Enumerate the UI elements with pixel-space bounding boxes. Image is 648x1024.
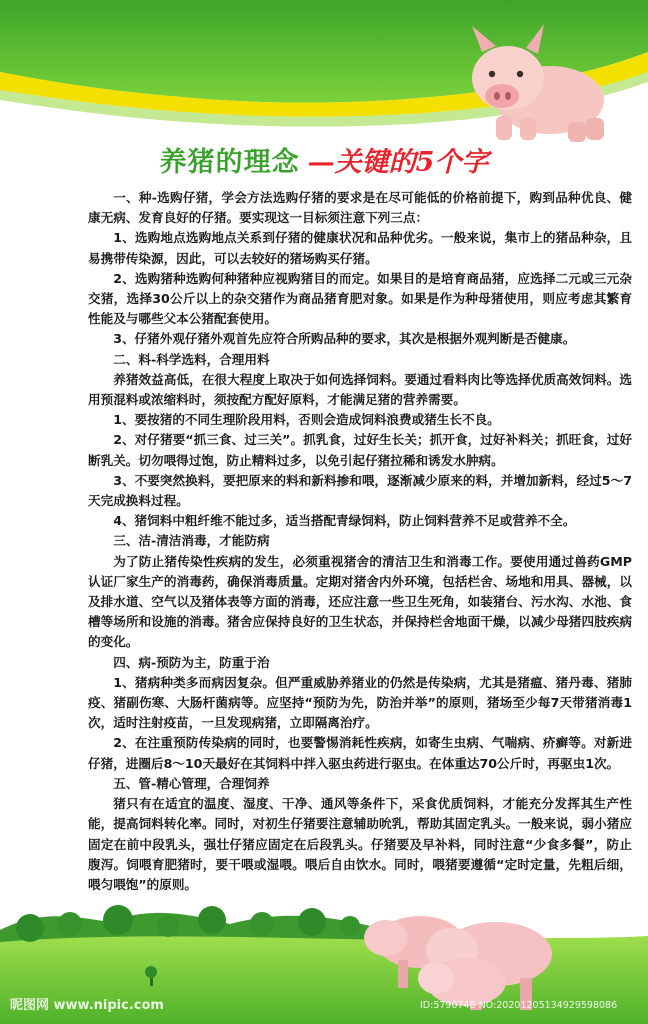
paragraph: 2、在注重预防传染病的同时，也要警惕消耗性疾病，如寄生虫病、气喘病、疥癣等。对新进仔猪，进圈后8～10天最好在其饲料中拌入驱虫药进行驱虫。在体重达70公斤时，再驱虫1次。 (88, 735, 632, 771)
paragraph: 1、猪病种类多而病因复杂。但严重威胁养猪业的仍然是传染病，尤其是猪瘟、猪丹毒、猪肺疫、猪副伤寒、大肠杆菌病等。应坚持“预防为先，防治并举”的原则，猪场至少每7天带猪消毒1次，适时注射疫苗，一旦发现病猪，立即隔离治疗。 (88, 674, 632, 731)
section-heading: 四、病-预防为主，防重于治 (113, 654, 270, 670)
piglet-image (446, 18, 616, 146)
paragraph: 3、仔猪外观仔猪外观首先应符合所购品种的要求，其次是根据外观判断是否健康。 (113, 331, 576, 347)
poster-title (0, 140, 648, 179)
paragraph: 1、选购地点选购地点关系到仔猪的健康状况和品种优劣。一般来说，集市上的猪品种杂，且易携带传染源，因此，可以去较好的猪场购买仔猪。 (88, 230, 632, 266)
paragraph: 为了防止猪传染性疾病的发生，必须重视猪舍的清洁卫生和消毒工作。要使用通过兽药GMP认证厂家生产的消毒药，确保消毒质量。定期对猪舍内外环境，包括栏舍、场地和用具、器械，以及排水道、空气以及猪体表等方面的消毒，还应注意一些卫生死角，如装猪台、污水沟、水池、食槽等场所和设施的消毒。猪舍应保持良好的卫生状态，并保持栏舍地面干燥，以减少母猪四肢疾病的变化。 (88, 553, 632, 650)
paragraph: 一、种-选购仔猪，学会方法选购仔猪的要求是在尽可能低的价格前提下，购到品种优良、健康无病、发育良好的仔猪。要实现这一目标须注意下列三点： (88, 190, 632, 226)
section-heading: 五、管-精心管理，合理饲养 (113, 775, 270, 791)
body-text (88, 188, 632, 895)
paragraph: 1、要按猪的不同生理阶段用料，否则会造成饲料浪费或猪生长不良。 (113, 412, 500, 428)
paragraph: 猪只有在适宜的温度、湿度、干净、通风等条件下，采食优质饲料，才能充分发挥其生产性能，提高饲料转化率。同时，对初生仔猪要注意辅助吮乳，帮助其固定乳头。一般来说，弱小猪应固定在前中段乳头，强壮仔猪应固定在后段乳头。仔猪要及早补料，同时注意“少食多餐”，防止腹泻。饲喂育肥猪时，要干喂或湿喂。喂后自由饮水。同时，喂猪要遵循“定时定量，先粗后细，喂匀喂饱”的原则。 (88, 796, 632, 892)
section-heading: 二、料-科学选料，合理用料 (113, 351, 270, 367)
paragraph: 3、不要突然换料，要把原来的料和新料掺和喂，逐渐减少原来的料，并增加新料，经过5～7天完成换料过程。 (88, 472, 632, 509)
title-main: 养猪的理念 (159, 147, 300, 178)
paragraph: 2、选购猪种选购何种猪种应视购猪目的而定。如果目的是培育商品猪，应选择二元或三元杂交猪，选择30公斤以上的杂交猪作为商品猪育肥对象。如果是作为种母猪使用，则应考虑其繁育性能及与哪些父本公猪配套使用。 (88, 270, 632, 327)
paragraph: 4、猪饲料中粗纤维不能过多，适当搭配青绿饲料，防止饲料营养不足或营养不全。 (113, 513, 576, 529)
section-heading: 三、洁-清洁消毒，才能防病 (113, 533, 270, 549)
image-id-text: ID:5790748 NO:20201205134929598086 (420, 1000, 618, 1011)
paragraph: 2、对仔猪要“抓三食、过三关”。抓乳食，过好生长关；抓开食，过好补料关；抓旺食，过好断乳关。切勿喂得过饱，防止精料过多，以免引起仔猪拉稀和诱发水肿病。 (88, 432, 632, 468)
paragraph: 养猪效益高低，在很大程度上取决于如何选择饲料。要通过看料肉比等选择优质高效饲料。选用预混料或浓缩料时，须按配方配好原料，才能满足猪的营养需要。 (88, 371, 632, 408)
watermark-text: 昵图网 www.nipic.com (10, 998, 164, 1013)
title-subtitle: —关键的5个字 (307, 147, 489, 178)
